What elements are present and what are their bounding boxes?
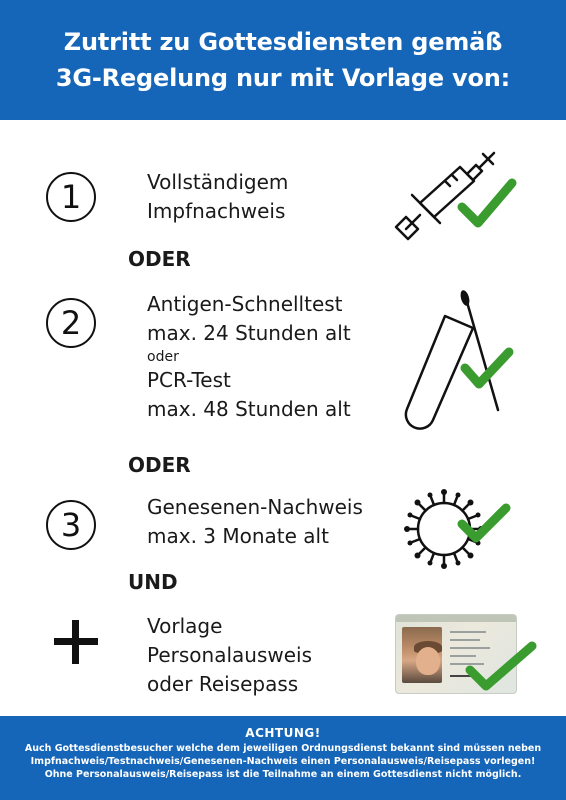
item-2-line: oder <box>147 349 179 365</box>
item-4-text <box>147 612 312 699</box>
item-1-line: Vollständigem <box>147 170 289 194</box>
separator-oder-1: ODER <box>128 247 191 271</box>
syringe-icon <box>390 145 520 245</box>
footer-title: ACHTUNG! <box>245 726 321 740</box>
footer-line: Impfnachweis/Testnachweis/Genesenen-Nachweis einen Personalausweis/Reisepass vorlegen! <box>30 756 536 767</box>
separator-und: UND <box>128 570 178 594</box>
footer-line: Ohne Personalausweis/Reisepass ist die Teilnahme an einem Gottesdienst nicht möglich. <box>44 769 522 780</box>
item-1-text <box>147 168 288 226</box>
footer-banner <box>0 716 566 800</box>
check-icon <box>462 640 542 696</box>
plus-icon <box>54 625 98 659</box>
item-1-line: Impfnachweis <box>147 199 286 223</box>
virus-icon <box>402 486 522 572</box>
header-title-line1: Zutritt zu Gottesdiensten gemäß <box>63 28 503 56</box>
number-circle-1: 1 <box>46 172 96 222</box>
item-2-text <box>147 290 351 424</box>
footer-notice <box>0 742 566 781</box>
item-4-line: oder Reisepass <box>147 672 299 696</box>
item-2-line: PCR-Test <box>147 368 231 392</box>
item-2-line: Antigen-Schnelltest <box>147 292 343 316</box>
item-4-line: Vorlage <box>147 614 223 638</box>
item-3-line: Genesenen-Nachweis <box>147 495 363 519</box>
number-circle-2: 2 <box>46 298 96 348</box>
item-2-line: max. 48 Stunden alt <box>147 397 351 421</box>
item-3-text <box>147 493 363 551</box>
number-circle-3: 3 <box>46 500 96 550</box>
header-banner <box>0 0 566 120</box>
header-title-line2: 3G-Regelung nur mit Vorlage von: <box>55 64 511 92</box>
item-2-line: max. 24 Stunden alt <box>147 321 351 345</box>
item-3-line: max. 3 Monate alt <box>147 524 329 548</box>
test-tube-swab-icon <box>395 288 515 438</box>
separator-oder-2: ODER <box>128 453 191 477</box>
footer-line: Auch Gottesdienstbesucher welche dem jeweiligen Ordnungsdienst bekannt sind müssen neben <box>24 743 542 754</box>
item-4-line: Personalausweis <box>147 643 313 667</box>
check-icon <box>462 183 512 223</box>
